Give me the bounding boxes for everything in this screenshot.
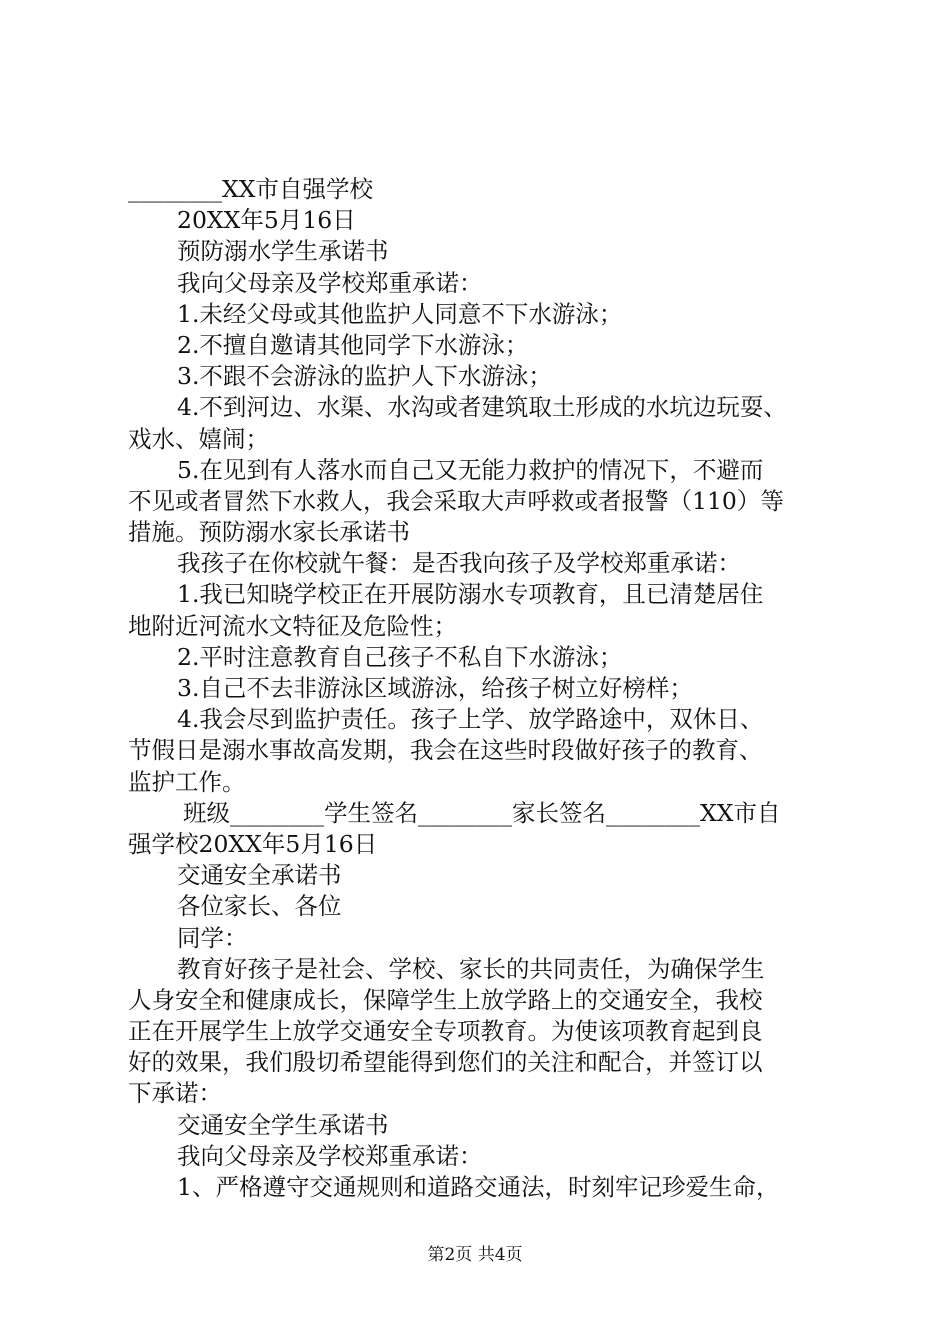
- text-line: 我向父母亲及学校郑重承诺：: [177, 268, 483, 297]
- text-line: 不见或者冒然下水救人，我会采取大声呼救或者报警（110）等: [128, 486, 784, 515]
- text-line: 班级________学生签名________家长签名________XX市自: [183, 798, 781, 827]
- text-line: 1.我已知晓学校正在开展防溺水专项教育，且已清楚居住: [177, 580, 764, 609]
- text-line: 2.不擅自邀请其他同学下水游泳；: [177, 330, 529, 359]
- text-line: 4.我会尽到监护责任。孩子上学、放学路途中，双休日、: [177, 705, 764, 734]
- text-line: 预防溺水学生承诺书: [177, 237, 389, 266]
- document-body: [128, 174, 833, 1203]
- text-line: 强学校20XX年5月16日: [128, 829, 378, 858]
- text-line: 2.平时注意教育自己孩子不私自下水游泳；: [177, 642, 623, 671]
- text-line: 4.不到河边、水渠、水沟或者建筑取土形成的水坑边玩耍、: [177, 393, 787, 422]
- text-line: 正在开展学生上放学交通安全专项教育。为使该项教育起到良: [128, 1017, 763, 1046]
- text-line: 地附近河流水文特征及危险性；: [128, 611, 457, 640]
- text-line: 监护工作。: [128, 767, 246, 796]
- text-line: 各位家长、各位: [177, 892, 342, 921]
- text-line: 好的效果，我们殷切希望能得到您们的关注和配合，并签订以: [128, 1048, 763, 1077]
- text-line: 下承诺：: [128, 1079, 222, 1108]
- text-line: 措施。预防溺水家长承诺书: [128, 518, 410, 547]
- text-line: 戏水、嬉闹；: [128, 424, 269, 453]
- text-line: 3.自己不去非游泳区域游泳，给孩子树立好榜样；: [177, 674, 693, 702]
- text-line: 3.不跟不会游泳的监护人下水游泳；: [177, 362, 552, 391]
- text-line: ________XX市自强学校: [128, 175, 373, 203]
- text-line: 我孩子在你校就午餐：是否我向孩子及学校郑重承诺：: [177, 549, 741, 578]
- text-line: 节假日是溺水事故高发期，我会在这些时段做好孩子的教育、: [128, 736, 763, 765]
- page-number-label: 第2页 共4页: [427, 1245, 523, 1265]
- text-line: 5.在见到有人落水而自己又无能力救护的情况下，不避而: [177, 455, 764, 484]
- text-line: 人身安全和健康成长，保障学生上放学路上的交通安全，我校: [128, 985, 763, 1014]
- text-line: 同学：: [177, 923, 248, 952]
- text-line: 20XX年5月16日: [177, 206, 356, 235]
- text-line: 1.未经父母或其他监护人同意不下水游泳；: [177, 299, 623, 328]
- text-line: 我向父母亲及学校郑重承诺：: [177, 1141, 483, 1170]
- text-line: 交通安全承诺书: [177, 861, 342, 890]
- page-footer: [0, 1243, 950, 1267]
- text-line: 教育好孩子是社会、学校、家长的共同责任，为确保学生: [177, 954, 765, 983]
- text-line: 交通安全学生承诺书: [177, 1110, 389, 1139]
- text-line: 1、严格遵守交通规则和道路交通法，时刻牢记珍爱生命，: [177, 1173, 780, 1201]
